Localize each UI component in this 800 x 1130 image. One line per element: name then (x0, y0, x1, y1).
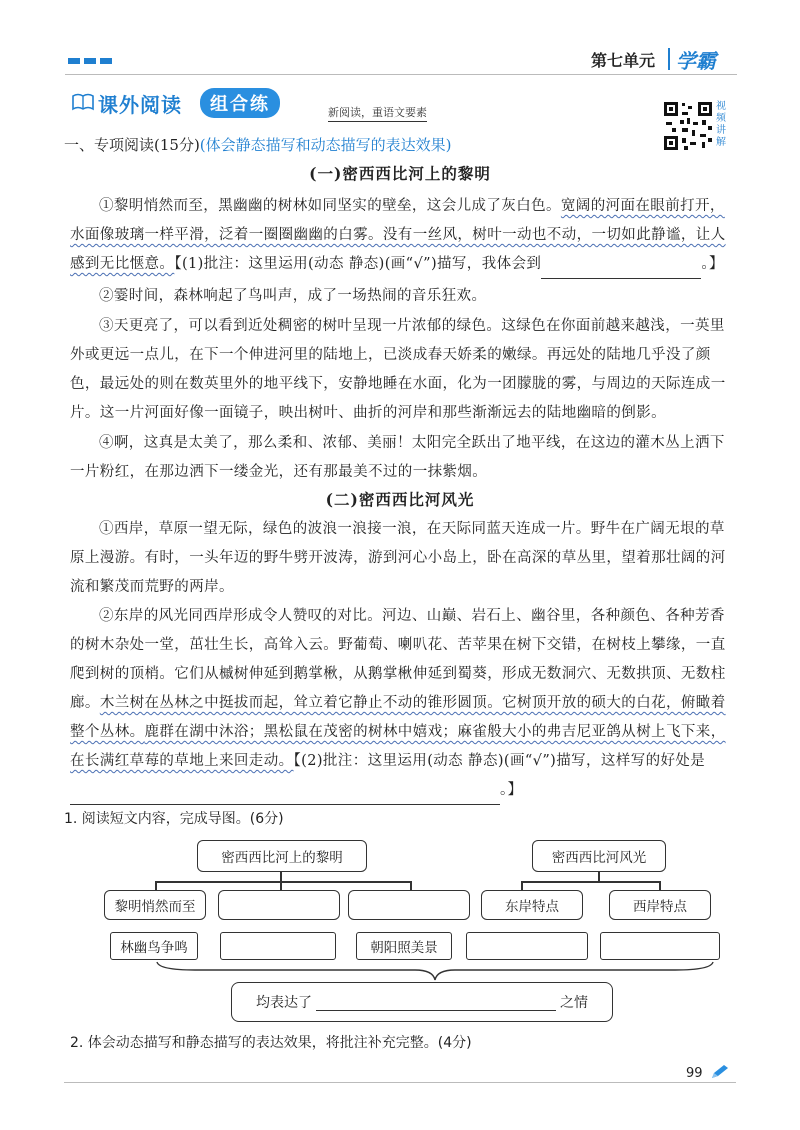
summary-box (231, 982, 613, 1022)
annotation-2: 【(2)批注：这里运用(动态 静态)(画“√”)描写，这样写的好处是 (293, 753, 706, 769)
section-badge: 组合练 (200, 88, 280, 118)
p1-marked-sentence: 宽阔的河面在眼前打开，水面像玻璃一样平滑，泛着一圈圈幽幽的白雾。没有一丝风，树叶一动也不动，一切如此静谧，让人感到无比惬意。 (70, 198, 726, 272)
passage2-paragraph1: ①西岸，草原一望无际，绿色的波浪一浪接一浪，在天际同蓝天连成一片。野牛在广阔无垠的草原上漫游。有时，一头年迈的野牛劈开波涛，游到河心小岛上，卧在高深的草丛里，望着那壮阔的河流和繁茂而荒野的两岸。 (70, 521, 726, 595)
page-number: 99 (686, 1066, 703, 1081)
header-rule (65, 74, 737, 75)
map-blank-4[interactable] (466, 932, 588, 960)
map-blank-1[interactable] (218, 890, 340, 920)
map-blank-2[interactable] (348, 890, 470, 920)
book-icon (72, 93, 94, 111)
summary-suffix: 之情 (560, 995, 588, 1011)
map-node-west-bank: 西岸特点 (609, 890, 711, 920)
reading-heading-label: 一、专项阅读(15分) (64, 136, 200, 154)
map-blank-3[interactable] (220, 932, 336, 960)
map-root-right: 密西西比河风光 (532, 840, 666, 872)
pencil-icon (710, 1064, 730, 1084)
brand-logo: 学霸 (676, 49, 716, 73)
map-node-east-bank: 东岸特点 (481, 890, 583, 920)
footer-rule (64, 1082, 736, 1083)
qr-label: 视频讲解 (716, 101, 726, 148)
passage1-paragraph3: ③天更亮了，可以看到近处稠密的树叶呈现一片浓郁的绿色。这绿色在你面前越来越浅，一英里外或更远一点儿，在下一个伸进河里的陆地上，已淡成春天娇柔的嫩绿。再远处的陆地几乎没了颜色，最远处的则在数英里外的地平线下，安静地睡在水面，化为一团朦胧的雾，与周边的天际连成一片。这一片河面好像一面镜子，映出树叶、曲折的河岸和那些渐渐远去的陆地幽暗的倒影。 (70, 318, 726, 421)
passage1-paragraph2: ②霎时间，森林响起了鸟叫声，成了一场热闹的音乐狂欢。 (99, 288, 487, 304)
section-tagline: 新阅读，重语文要素 (328, 104, 427, 122)
annotation-1-blank[interactable] (541, 262, 701, 279)
map-node-birds: 林幽鸟争鸣 (110, 932, 198, 960)
section-title: 课外阅读 (98, 93, 182, 117)
passage2-title: (二)密西西比河风光 (325, 490, 475, 509)
reading-focus: (体会静态描写和动态描写的表达效果) (199, 136, 452, 154)
reading-heading (64, 134, 452, 155)
map-blank-5[interactable] (600, 932, 720, 960)
question-1: 1. 阅读短文内容，完成导图。(6分) (64, 811, 284, 827)
qr-code[interactable] (662, 100, 714, 152)
summary-brace (155, 960, 715, 982)
summary-blank[interactable] (316, 994, 556, 1011)
question-2: 2. 体会动态描写和静态描写的表达效果，将批注补充完整。(4分) (70, 1035, 472, 1051)
passage1-paragraph1 (70, 192, 738, 279)
map-node-dawn: 黎明悄然而至 (104, 890, 206, 920)
unit-label: 第七单元 (591, 51, 656, 70)
annotation-1-end: 。】 (701, 256, 724, 272)
passage1-title: (一)密西西比河上的黎明 (309, 164, 491, 183)
p1-sentence-a: ①黎明悄然而至，黑幽幽的树林如同坚实的壁垒，这会儿成了灰白色。 (99, 198, 561, 214)
header-divider (668, 48, 670, 70)
p2-sentence-a: ②东岸的风光同西岸形成令人赞叹的对比。河边、山巅、岩石上、幽谷里，各种颜色、各种芳香的树木杂处一堂，茁壮生长，高耸入云。野葡萄、喇叭花、苦苹果在树下交错，在树枝上攀缘，一直爬到树的顶梢。它们从槭树伸延到鹅掌楸，从鹅掌楸伸延到蜀葵，形成无数洞穴、无数拱顶、无数柱廊。 (70, 608, 726, 711)
p2-marked-sentence-1: 木兰树在丛林之中挺拔而起，耸立着它静止不动的锥形圆顶。它树顶开放的硕大的白花，俯瞰着整个丛林。 (70, 695, 726, 740)
map-node-sunrise: 朝阳照美景 (356, 932, 452, 960)
map-root-left: 密西西比河上的黎明 (197, 840, 367, 872)
annotation-2-blank[interactable] (70, 788, 500, 805)
annotation-2-end: 。】 (500, 782, 523, 798)
passage1-paragraph4: ④啊，这真是太美了，那么柔和、浓郁、美丽！太阳完全跃出了地平线，在这边的灌木丛上洒下一片粉红，在那边洒下一缕金光，还有那最美不过的一抹紫烟。 (70, 435, 725, 480)
annotation-1: 【(1)批注：这里运用(动态 静态)(画“√”)描写，我体会到 (174, 256, 542, 272)
summary-prefix: 均表达了 (256, 995, 312, 1011)
passage2-paragraph2 (70, 602, 738, 805)
header-dots (68, 58, 114, 64)
p2-marked-sentence-2: 鹿群在湖中沐浴；黑松鼠在茂密的树林中嬉戏；麻雀般大小的弗吉尼亚鸽从树上飞下来，在长满红草莓的草地上来回走动。 (70, 724, 726, 769)
